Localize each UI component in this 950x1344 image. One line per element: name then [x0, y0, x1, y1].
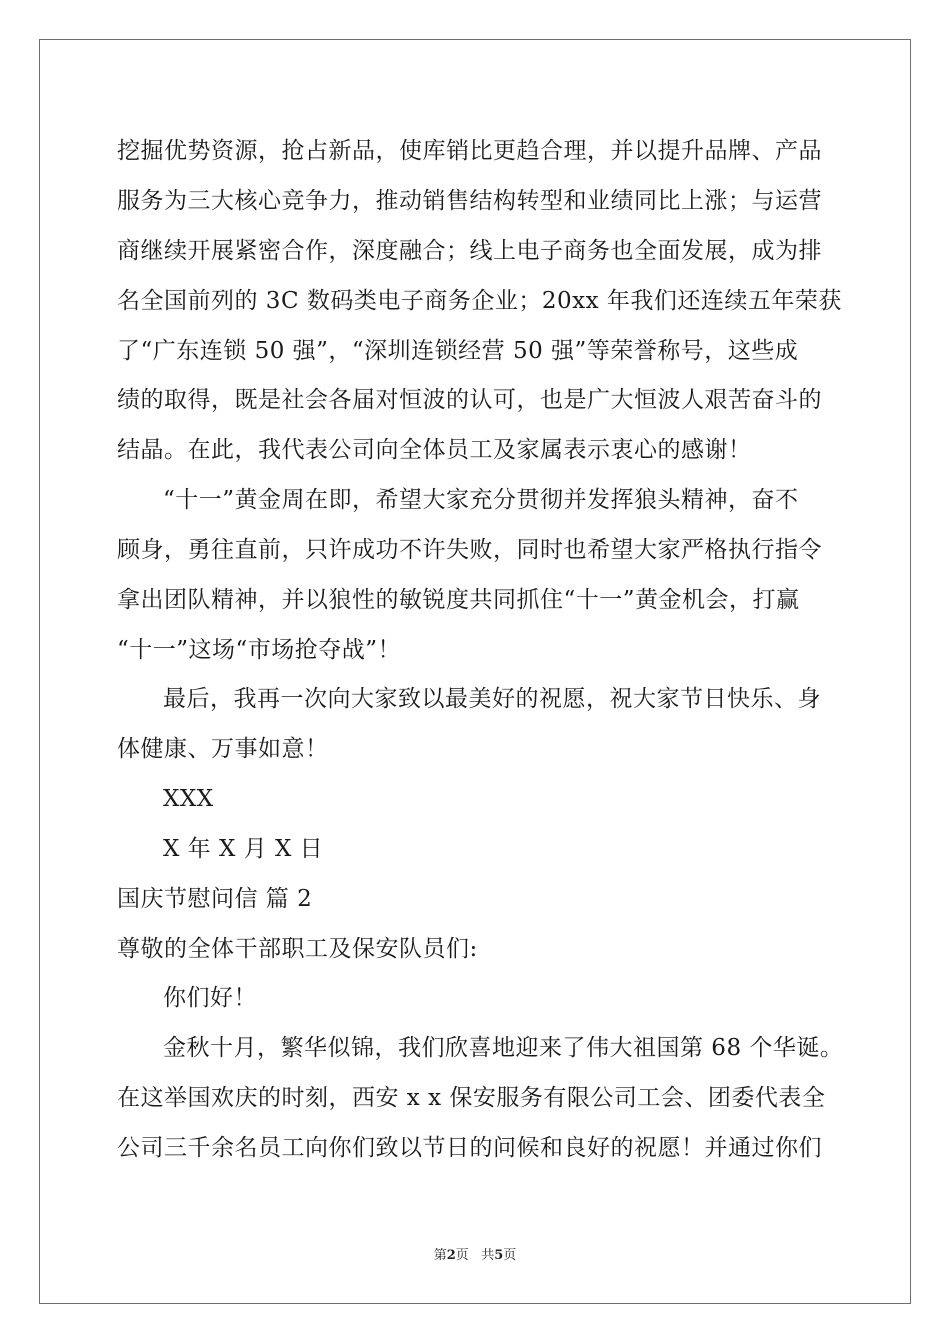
body-text-line: 商继续开展紧密合作，深度融合；线上电子商务也全面发展，成为排: [117, 238, 822, 264]
body-text-line: 了“广东连锁 50 强”，“深圳连锁经营 50 强”等荣誉称号，这些成: [117, 338, 799, 364]
salutation: 尊敬的全体干部职工及保安队员们:: [117, 936, 478, 962]
body-text-line: 拿出团队精神，并以狼性的敏锐度共同抓住“十一”黄金机会，打赢: [117, 587, 800, 613]
page-prefix: 第: [433, 1248, 447, 1263]
body-text-line: 体健康、万事如意！: [117, 736, 329, 762]
body-text-line: “十一”这场“市场抢夺战”！: [117, 637, 402, 663]
body-text-line: 绩的取得，既是社会各届对恒波的认可，也是广大恒波人艰苦奋斗的: [117, 387, 822, 413]
signature-date: X 年 X 月 X 日: [163, 836, 324, 862]
body-text-line: 服务为三大核心竞争力，推动销售结构转型和业绩同比上涨；与运营: [117, 188, 822, 214]
body-text-line: 结晶。在此，我代表公司向全体员工及家属表示衷心的感谢！: [117, 437, 752, 463]
body-text-line: 顾身，勇往直前，只许成功不许失败，同时也希望大家严格执行指令: [117, 537, 822, 563]
total-prefix: 共: [481, 1248, 495, 1263]
body-text-line: 最后，我再一次向大家致以最美好的祝愿，祝大家节日快乐、身: [163, 686, 821, 712]
page-footer: [0, 1247, 950, 1265]
body-text-line: “十一”黄金周在即，希望大家充分贯彻并发挥狼头精神，奋不: [163, 487, 799, 513]
section-heading: 国庆节慰问信 篇 2: [117, 886, 313, 912]
page-border: [39, 39, 911, 1304]
page-current: 2: [446, 1248, 456, 1263]
body-text-line: 公司三千余名员工向你们致以节日的问候和良好的祝愿！并通过你们: [117, 1135, 822, 1161]
body-text-line: 在这举国欢庆的时刻，西安 x x 保安服务有限公司工会、团委代表全: [117, 1085, 826, 1111]
greeting: 你们好！: [163, 985, 257, 1011]
body-text-line: 名全国前列的 3C 数码类电子商务企业；20xx 年我们还连续五年荣获: [117, 288, 842, 314]
total-suffix: 页: [503, 1248, 517, 1263]
page-total: 5: [494, 1248, 504, 1263]
page-suffix: 页: [455, 1248, 469, 1263]
body-text-line: 挖掘优势资源，抢占新品，使库销比更趋合理，并以提升品牌、产品: [117, 138, 822, 164]
signature-name: XXX: [163, 786, 214, 812]
body-text-line: 金秋十月，繁华似锦，我们欣喜地迎来了伟大祖国第 68 个华诞。: [163, 1035, 844, 1061]
